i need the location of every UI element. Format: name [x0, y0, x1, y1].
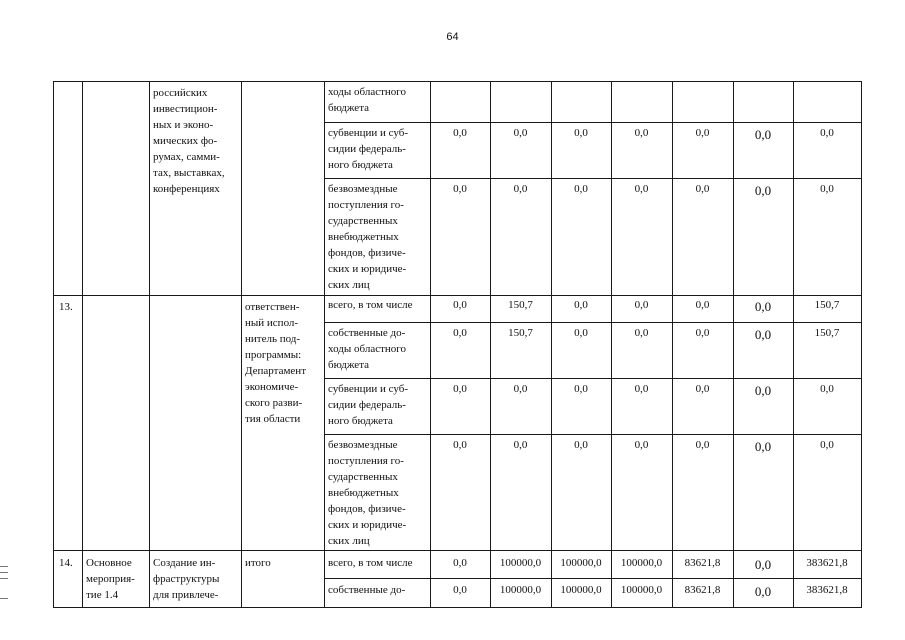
funding-source: фондов, физиче- [328, 503, 406, 515]
funding-source: поступления го- [328, 455, 404, 467]
value-cell: 100000,0 [499, 557, 542, 569]
value-cell: 0,0 [513, 383, 528, 395]
row-separator [53, 550, 862, 551]
value-cell: 0,0 [820, 183, 834, 195]
value-cell: 0,0 [754, 439, 772, 454]
scan-margin-mark [0, 572, 8, 573]
funding-source: собственные до- [328, 584, 406, 596]
table-bottom-rule [53, 607, 862, 608]
funding-source: сударственных [328, 215, 398, 227]
measure-description: румах, самми- [153, 151, 220, 163]
measure-name: мероприя- [86, 573, 135, 585]
measure-description: инвестицион- [153, 103, 218, 115]
value-cell: 0,0 [754, 383, 772, 398]
measure-description: ных и эконо- [153, 119, 214, 131]
value-cell: 0,0 [634, 383, 649, 395]
value-cell: 0,0 [634, 299, 649, 311]
funding-source: ного бюджета [328, 415, 393, 427]
measure-description: Создание ин- [153, 557, 216, 569]
value-cell: 0,0 [453, 383, 467, 395]
funding-source: субвенции и суб- [328, 383, 408, 395]
table-vertical-rule [611, 81, 612, 608]
funding-source: ских и юридиче- [328, 263, 407, 275]
table-vertical-rule [861, 81, 862, 608]
executor: экономиче- [245, 381, 299, 393]
measure-description: конференциях [153, 183, 220, 195]
scan-margin-mark [0, 566, 8, 567]
value-cell: 0,0 [754, 327, 772, 342]
value-cell: 83621,8 [684, 557, 721, 569]
funding-source: поступления го- [328, 199, 404, 211]
table-vertical-rule [430, 81, 431, 608]
executor: ского разви- [245, 397, 303, 409]
executor: ный испол- [245, 317, 299, 329]
funding-source: безвозмездные [328, 183, 398, 195]
funding-source: внебюджетных [328, 231, 399, 243]
value-cell: 0,0 [574, 299, 588, 311]
value-cell: 383621,8 [806, 557, 848, 569]
table-vertical-rule [672, 81, 673, 608]
value-cell: 0,0 [695, 439, 710, 451]
funding-source: сидии федераль- [328, 143, 406, 155]
table-vertical-rule [551, 81, 552, 608]
value-cell: 83621,8 [684, 584, 721, 596]
row-separator [53, 295, 862, 296]
value-cell: 0,0 [754, 584, 772, 599]
funding-source: внебюджетных [328, 487, 399, 499]
value-cell: 100000,0 [620, 557, 663, 569]
funding-source: всего, в том числе [328, 557, 413, 569]
value-cell: 0,0 [820, 383, 834, 395]
table-vertical-rule [324, 81, 325, 608]
funding-source: собственные до- [328, 327, 406, 339]
value-cell: 0,0 [634, 439, 649, 451]
executor: тия области [245, 413, 301, 425]
value-cell: 383621,8 [806, 584, 848, 596]
measure-description: тах, выставках, [153, 167, 225, 179]
table-vertical-rule [82, 81, 83, 608]
value-cell: 0,0 [453, 127, 467, 139]
executor: Департамент [245, 365, 307, 377]
value-cell: 0,0 [453, 299, 467, 311]
funding-source: бюджета [328, 102, 370, 114]
executor: ответствен- [245, 301, 300, 313]
value-cell: 0,0 [634, 183, 649, 195]
value-cell: 0,0 [695, 183, 710, 195]
value-cell: 100000,0 [560, 557, 602, 569]
value-cell: 0,0 [754, 557, 772, 572]
row-separator [324, 434, 862, 435]
funding-source: фондов, физиче- [328, 247, 406, 259]
funding-source: ских лиц [328, 279, 370, 291]
funding-source: ских лиц [328, 535, 370, 547]
measure-description: российских [153, 87, 208, 99]
value-cell: 0,0 [754, 299, 772, 314]
value-cell: 0,0 [453, 557, 467, 569]
row-separator [324, 322, 862, 323]
value-cell: 100000,0 [620, 584, 663, 596]
value-cell: 0,0 [695, 127, 710, 139]
row-separator [324, 122, 862, 123]
value-cell: 0,0 [754, 127, 772, 142]
funding-source: безвозмездные [328, 439, 398, 451]
table-top-rule [53, 81, 862, 82]
funding-source: сидии федераль- [328, 399, 406, 411]
page-number: 64 [446, 31, 459, 43]
measure-name: Основное [86, 557, 132, 569]
table-vertical-rule [149, 81, 150, 608]
measure-name: тие 1.4 [86, 589, 119, 601]
funding-source: сударственных [328, 471, 398, 483]
scan-margin-mark [0, 598, 8, 599]
value-cell: 0,0 [453, 183, 467, 195]
funding-source: бюджета [328, 359, 370, 371]
value-cell: 0,0 [754, 183, 772, 198]
value-cell: 0,0 [634, 327, 649, 339]
funding-source: ного бюджета [328, 159, 393, 171]
value-cell: 0,0 [513, 439, 528, 451]
value-cell: 0,0 [820, 439, 834, 451]
executor: итого [245, 557, 271, 569]
measure-description: мических фо- [153, 135, 218, 147]
table-vertical-rule [733, 81, 734, 608]
table-vertical-rule [241, 81, 242, 608]
scan-margin-mark [0, 578, 8, 579]
value-cell: 150,7 [814, 299, 840, 311]
value-cell: 0,0 [574, 327, 588, 339]
row-number: 14. [59, 557, 73, 569]
value-cell: 0,0 [453, 584, 467, 596]
table-vertical-rule [53, 81, 54, 608]
value-cell: 150,7 [508, 299, 533, 311]
value-cell: 0,0 [453, 327, 467, 339]
value-cell: 0,0 [453, 439, 467, 451]
executor: нитель под- [245, 333, 301, 345]
value-cell: 0,0 [574, 439, 588, 451]
value-cell: 0,0 [574, 183, 588, 195]
row-separator [324, 178, 862, 179]
measure-description: фраструктуры [153, 573, 220, 585]
value-cell: 0,0 [634, 127, 649, 139]
value-cell: 0,0 [695, 383, 710, 395]
value-cell: 0,0 [574, 383, 588, 395]
value-cell: 0,0 [513, 127, 528, 139]
funding-source: ских и юридиче- [328, 519, 407, 531]
executor: программы: [245, 349, 302, 361]
value-cell: 0,0 [574, 127, 588, 139]
value-cell: 0,0 [513, 183, 528, 195]
value-cell: 0,0 [820, 127, 834, 139]
row-separator [324, 378, 862, 379]
value-cell: 150,7 [814, 327, 840, 339]
table-vertical-rule [490, 81, 491, 608]
funding-source: субвенции и суб- [328, 127, 408, 139]
value-cell: 0,0 [695, 327, 710, 339]
funding-source: ходы областного [328, 343, 407, 355]
value-cell: 0,0 [695, 299, 710, 311]
value-cell: 100000,0 [499, 584, 542, 596]
value-cell: 150,7 [508, 327, 533, 339]
row-separator [324, 578, 862, 579]
table-vertical-rule [793, 81, 794, 608]
row-number: 13. [59, 301, 73, 313]
funding-source: ходы областного [328, 86, 407, 98]
funding-source: всего, в том числе [328, 299, 413, 311]
measure-description: для привлече- [153, 589, 219, 601]
value-cell: 100000,0 [560, 584, 602, 596]
